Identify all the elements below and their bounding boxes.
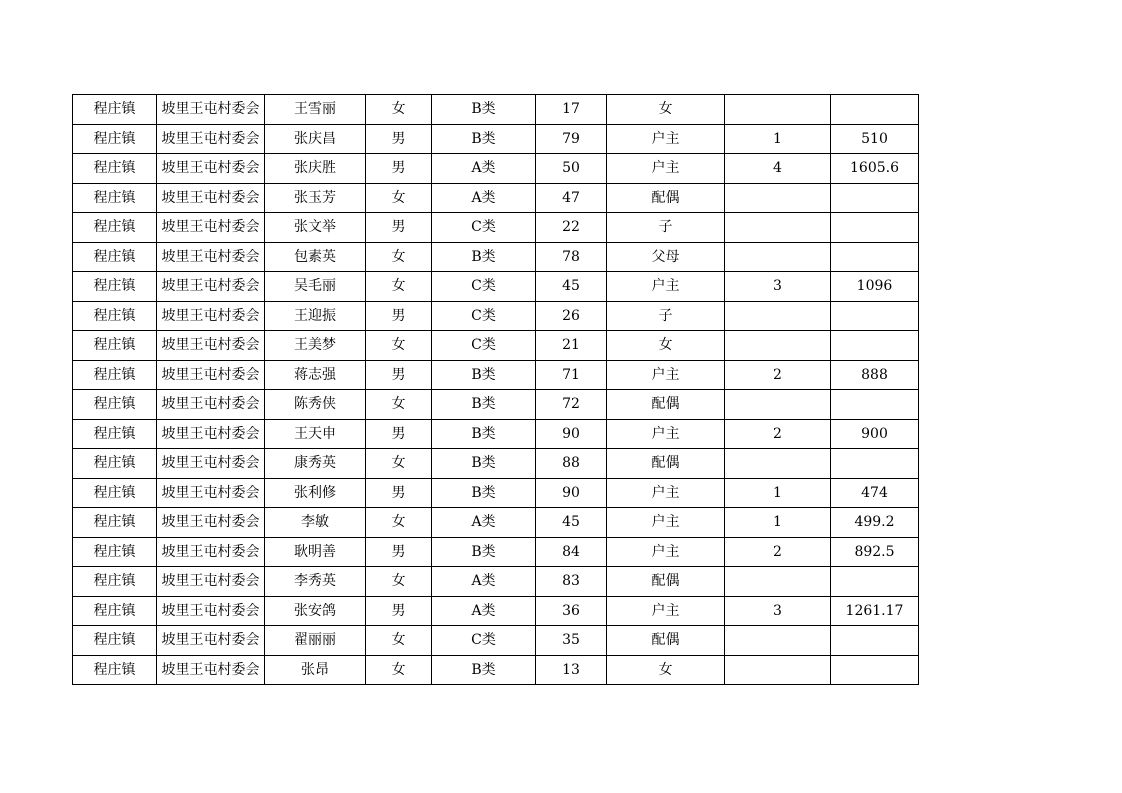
town-cell: 程庄镇 <box>73 301 157 331</box>
amount-cell <box>831 655 919 685</box>
village-cell: 坡里王屯村委会 <box>157 301 265 331</box>
category-cell: A类 <box>432 596 536 626</box>
table-row <box>73 626 919 656</box>
gender-cell: 女 <box>366 567 432 597</box>
village-cell: 坡里王屯村委会 <box>157 272 265 302</box>
gender-cell: 男 <box>366 154 432 184</box>
age-cell: 84 <box>536 537 607 567</box>
village-cell: 坡里王屯村委会 <box>157 419 265 449</box>
gender-cell: 男 <box>366 360 432 390</box>
table-row <box>73 567 919 597</box>
category-cell: B类 <box>432 478 536 508</box>
table-row <box>73 655 919 685</box>
household-size-cell: 4 <box>725 154 831 184</box>
village-cell: 坡里王屯村委会 <box>157 567 265 597</box>
relation-cell: 户主 <box>607 537 725 567</box>
relation-cell: 子 <box>607 301 725 331</box>
amount-cell <box>831 331 919 361</box>
amount-cell: 1605.6 <box>831 154 919 184</box>
gender-cell: 男 <box>366 537 432 567</box>
age-cell: 71 <box>536 360 607 390</box>
village-cell: 坡里王屯村委会 <box>157 478 265 508</box>
household-size-cell <box>725 331 831 361</box>
town-cell: 程庄镇 <box>73 154 157 184</box>
category-cell: A类 <box>432 154 536 184</box>
relation-cell: 配偶 <box>607 183 725 213</box>
amount-cell <box>831 626 919 656</box>
gender-cell: 男 <box>366 213 432 243</box>
category-cell: B类 <box>432 419 536 449</box>
town-cell: 程庄镇 <box>73 242 157 272</box>
amount-cell <box>831 213 919 243</box>
gender-cell: 男 <box>366 478 432 508</box>
household-size-cell: 3 <box>725 596 831 626</box>
name-cell: 包素英 <box>265 242 366 272</box>
name-cell: 张庆胜 <box>265 154 366 184</box>
household-size-cell <box>725 626 831 656</box>
age-cell: 22 <box>536 213 607 243</box>
household-size-cell <box>725 213 831 243</box>
household-size-cell: 3 <box>725 272 831 302</box>
gender-cell: 女 <box>366 655 432 685</box>
gender-cell: 女 <box>366 95 432 125</box>
village-cell: 坡里王屯村委会 <box>157 242 265 272</box>
age-cell: 83 <box>536 567 607 597</box>
relation-cell: 户主 <box>607 360 725 390</box>
town-cell: 程庄镇 <box>73 419 157 449</box>
table-row <box>73 242 919 272</box>
household-size-cell <box>725 95 831 125</box>
name-cell: 耿明善 <box>265 537 366 567</box>
gender-cell: 女 <box>366 626 432 656</box>
table-row <box>73 360 919 390</box>
name-cell: 张玉芳 <box>265 183 366 213</box>
category-cell: A类 <box>432 508 536 538</box>
household-size-cell <box>725 449 831 479</box>
table-row <box>73 213 919 243</box>
relation-cell: 配偶 <box>607 626 725 656</box>
age-cell: 21 <box>536 331 607 361</box>
gender-cell: 女 <box>366 331 432 361</box>
town-cell: 程庄镇 <box>73 478 157 508</box>
village-cell: 坡里王屯村委会 <box>157 449 265 479</box>
amount-cell: 499.2 <box>831 508 919 538</box>
village-cell: 坡里王屯村委会 <box>157 596 265 626</box>
age-cell: 13 <box>536 655 607 685</box>
amount-cell <box>831 301 919 331</box>
household-size-cell: 1 <box>725 508 831 538</box>
household-size-cell: 1 <box>725 124 831 154</box>
relation-cell: 户主 <box>607 154 725 184</box>
town-cell: 程庄镇 <box>73 95 157 125</box>
town-cell: 程庄镇 <box>73 567 157 597</box>
village-cell: 坡里王屯村委会 <box>157 331 265 361</box>
category-cell: C类 <box>432 301 536 331</box>
name-cell: 陈秀侠 <box>265 390 366 420</box>
town-cell: 程庄镇 <box>73 331 157 361</box>
name-cell: 张利修 <box>265 478 366 508</box>
town-cell: 程庄镇 <box>73 537 157 567</box>
amount-cell <box>831 390 919 420</box>
table-row <box>73 124 919 154</box>
town-cell: 程庄镇 <box>73 626 157 656</box>
category-cell: C类 <box>432 213 536 243</box>
category-cell: A类 <box>432 567 536 597</box>
name-cell: 翟丽丽 <box>265 626 366 656</box>
category-cell: B类 <box>432 537 536 567</box>
relation-cell: 配偶 <box>607 390 725 420</box>
age-cell: 35 <box>536 626 607 656</box>
category-cell: B类 <box>432 95 536 125</box>
age-cell: 72 <box>536 390 607 420</box>
table-row <box>73 272 919 302</box>
name-cell: 张昂 <box>265 655 366 685</box>
household-size-cell <box>725 390 831 420</box>
village-cell: 坡里王屯村委会 <box>157 508 265 538</box>
village-cell: 坡里王屯村委会 <box>157 124 265 154</box>
amount-cell: 892.5 <box>831 537 919 567</box>
name-cell: 张文举 <box>265 213 366 243</box>
name-cell: 康秀英 <box>265 449 366 479</box>
amount-cell: 900 <box>831 419 919 449</box>
household-size-cell: 1 <box>725 478 831 508</box>
relation-cell: 子 <box>607 213 725 243</box>
category-cell: B类 <box>432 390 536 420</box>
category-cell: B类 <box>432 242 536 272</box>
table-row <box>73 301 919 331</box>
name-cell: 蒋志强 <box>265 360 366 390</box>
age-cell: 90 <box>536 419 607 449</box>
village-cell: 坡里王屯村委会 <box>157 213 265 243</box>
household-size-cell <box>725 242 831 272</box>
name-cell: 王迎振 <box>265 301 366 331</box>
name-cell: 李秀英 <box>265 567 366 597</box>
relation-cell: 户主 <box>607 419 725 449</box>
amount-cell: 510 <box>831 124 919 154</box>
amount-cell: 888 <box>831 360 919 390</box>
name-cell: 吴毛丽 <box>265 272 366 302</box>
town-cell: 程庄镇 <box>73 390 157 420</box>
village-cell: 坡里王屯村委会 <box>157 154 265 184</box>
age-cell: 45 <box>536 508 607 538</box>
gender-cell: 男 <box>366 419 432 449</box>
age-cell: 50 <box>536 154 607 184</box>
name-cell: 王美梦 <box>265 331 366 361</box>
relation-cell: 女 <box>607 95 725 125</box>
gender-cell: 男 <box>366 301 432 331</box>
age-cell: 79 <box>536 124 607 154</box>
table-row <box>73 508 919 538</box>
table-body <box>73 95 919 685</box>
table-row <box>73 183 919 213</box>
village-cell: 坡里王屯村委会 <box>157 183 265 213</box>
household-size-cell: 2 <box>725 537 831 567</box>
name-cell: 李敏 <box>265 508 366 538</box>
relation-cell: 户主 <box>607 596 725 626</box>
household-size-cell <box>725 301 831 331</box>
table-row <box>73 596 919 626</box>
relation-cell: 户主 <box>607 272 725 302</box>
village-cell: 坡里王屯村委会 <box>157 655 265 685</box>
gender-cell: 女 <box>366 508 432 538</box>
age-cell: 47 <box>536 183 607 213</box>
amount-cell <box>831 242 919 272</box>
table-row <box>73 449 919 479</box>
gender-cell: 女 <box>366 183 432 213</box>
household-size-cell: 2 <box>725 360 831 390</box>
category-cell: B类 <box>432 655 536 685</box>
gender-cell: 女 <box>366 242 432 272</box>
relation-cell: 户主 <box>607 124 725 154</box>
relation-cell: 户主 <box>607 478 725 508</box>
town-cell: 程庄镇 <box>73 183 157 213</box>
name-cell: 张安鸽 <box>265 596 366 626</box>
name-cell: 王天申 <box>265 419 366 449</box>
amount-cell <box>831 95 919 125</box>
age-cell: 90 <box>536 478 607 508</box>
table-row <box>73 331 919 361</box>
household-size-cell: 2 <box>725 419 831 449</box>
gender-cell: 女 <box>366 390 432 420</box>
table-row <box>73 154 919 184</box>
gender-cell: 女 <box>366 272 432 302</box>
category-cell: C类 <box>432 272 536 302</box>
relation-cell: 女 <box>607 655 725 685</box>
category-cell: C类 <box>432 331 536 361</box>
household-size-cell <box>725 183 831 213</box>
town-cell: 程庄镇 <box>73 655 157 685</box>
age-cell: 17 <box>536 95 607 125</box>
relation-cell: 配偶 <box>607 567 725 597</box>
village-cell: 坡里王屯村委会 <box>157 537 265 567</box>
table-row <box>73 419 919 449</box>
table-row <box>73 95 919 125</box>
amount-cell <box>831 567 919 597</box>
table-row <box>73 537 919 567</box>
village-cell: 坡里王屯村委会 <box>157 626 265 656</box>
town-cell: 程庄镇 <box>73 449 157 479</box>
amount-cell: 1261.17 <box>831 596 919 626</box>
name-cell: 王雪丽 <box>265 95 366 125</box>
amount-cell <box>831 449 919 479</box>
age-cell: 26 <box>536 301 607 331</box>
relation-cell: 户主 <box>607 508 725 538</box>
amount-cell: 474 <box>831 478 919 508</box>
name-cell: 张庆昌 <box>265 124 366 154</box>
town-cell: 程庄镇 <box>73 272 157 302</box>
category-cell: B类 <box>432 449 536 479</box>
town-cell: 程庄镇 <box>73 508 157 538</box>
data-table <box>72 94 919 685</box>
amount-cell: 1096 <box>831 272 919 302</box>
town-cell: 程庄镇 <box>73 596 157 626</box>
category-cell: B类 <box>432 360 536 390</box>
table-row <box>73 390 919 420</box>
gender-cell: 男 <box>366 596 432 626</box>
age-cell: 78 <box>536 242 607 272</box>
relation-cell: 女 <box>607 331 725 361</box>
age-cell: 36 <box>536 596 607 626</box>
village-cell: 坡里王屯村委会 <box>157 95 265 125</box>
category-cell: A类 <box>432 183 536 213</box>
town-cell: 程庄镇 <box>73 360 157 390</box>
table-row <box>73 478 919 508</box>
village-cell: 坡里王屯村委会 <box>157 390 265 420</box>
gender-cell: 女 <box>366 449 432 479</box>
amount-cell <box>831 183 919 213</box>
category-cell: C类 <box>432 626 536 656</box>
age-cell: 88 <box>536 449 607 479</box>
gender-cell: 男 <box>366 124 432 154</box>
relation-cell: 父母 <box>607 242 725 272</box>
town-cell: 程庄镇 <box>73 124 157 154</box>
category-cell: B类 <box>432 124 536 154</box>
village-cell: 坡里王屯村委会 <box>157 360 265 390</box>
relation-cell: 配偶 <box>607 449 725 479</box>
age-cell: 45 <box>536 272 607 302</box>
town-cell: 程庄镇 <box>73 213 157 243</box>
household-size-cell <box>725 567 831 597</box>
household-size-cell <box>725 655 831 685</box>
